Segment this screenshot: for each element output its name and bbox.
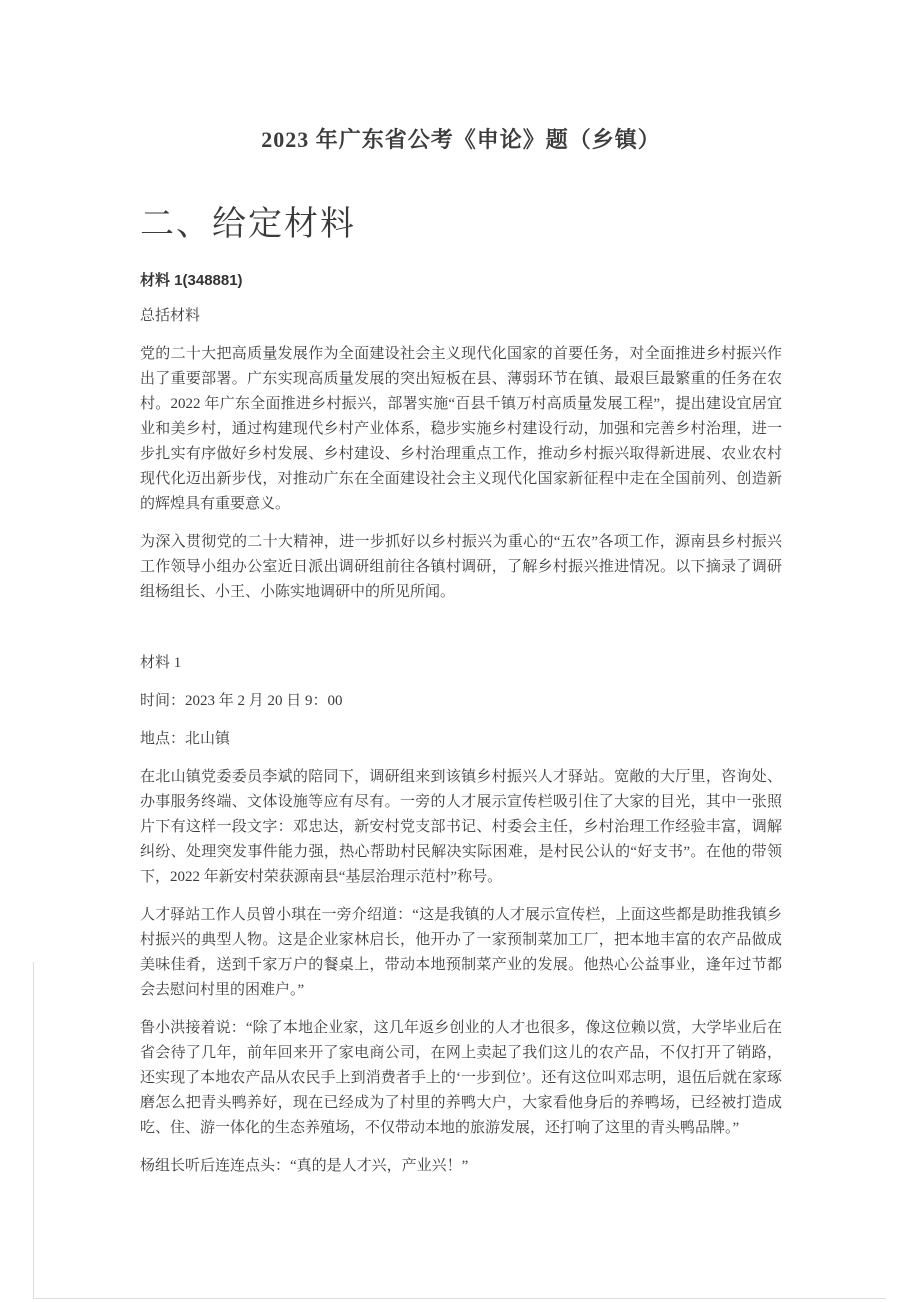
material-1-paragraph: 人才驿站工作人员曾小琪在一旁介绍道：“这是我镇的人才展示宣传栏，上面这些都是助推我镇乡村振兴的典型人物。这是企业家林启长，他开办了一家预制菜加工厂，把本地丰富的农产品做成美味佳肴，送到千家万户的餐桌上，带动本地预制菜产业的发展。他热心公益事业，逢年过节都会去慰问村里的困难户。” (140, 907, 782, 998)
overview-paragraph: 为深入贯彻党的二十大精神，进一步抓好以乡村振兴为重心的“五农”各项工作，源南县乡村振兴工作领导小组办公室近日派出调研组前往各镇村调研，了解乡村振兴推进情况。以下摘录了调研组杨组长、小王、小陈实地调研中的所见所闻。 (140, 534, 782, 600)
material-1-paragraph: 鲁小洪接着说：“除了本地企业家，这几年返乡创业的人才也很多，像这位赖以赏，大学毕业后在省会待了几年，前年回来开了家电商公司，在网上卖起了我们这儿的农产品，不仅打开了销路，还实现了本地农产品从农民手上到消费者手上的‘一步到位’。还有这位叫邓志明，退伍后就在家琢磨怎么把青头鸭养好，现在已经成为了村里的养鸭大户，大家看他身后的养鸭场，已经被打造成吃、住、游一体化的生态养殖场，不仅带动本地的旅游发展，还打响了这里的青头鸭品牌。” (140, 1020, 782, 1136)
overview-paragraph: 党的二十大把高质量发展作为全面建设社会主义现代化国家的首要任务，对全面推进乡村振兴作出了重要部署。广东实现高质量发展的突出短板在县、薄弱环节在镇、最艰巨最繁重的任务在农村。2022 年广东全面推进乡村振兴，部署实施“百县千镇万村高质量发展工程”，提出建设宜居宜业和美乡村，通过构建现代乡村产业体系，稳步实施乡村建设行动，加强和完善乡村治理，进一步扎实有序做好乡村发展、乡村建设、乡村治理重点工作，推动乡村振兴取得新进展、农业农村现代化迈出新步伐，对推动广东在全面建设社会主义现代化国家新征程中走在全国前列、创造新的辉煌具有重要意义。 (140, 346, 782, 512)
page-border-left (33, 962, 34, 1299)
material-1-paragraph: 在北山镇党委委员李斌的陪同下，调研组来到该镇乡村振兴人才驿站。宽敞的大厅里，咨询处、办事服务终端、文体设施等应有尽有。一旁的人才展示宣传栏吸引住了大家的目光，其中一张照片下有这样一段文字：邓忠达，新安村党支部书记、村委会主任，乡村治理工作经验丰富，调解纠纷、处理突发事件能力强，热心帮助村民解决实际困难，是村民公认的“好支书”。在他的带领下，2022 年新安村荣获源南县“基层治理示范村”称号。 (140, 769, 782, 885)
material-1-place-line: 地点：北山镇 (140, 731, 231, 747)
material-1-time-line: 时间：2023 年 2 月 20 日 9：00 (140, 693, 343, 709)
overview-material-label: 总括材料 (140, 308, 201, 324)
document-title: 2023 年广东省公考《申论》题（乡镇） (261, 127, 661, 152)
material-1-label: 材料 1 (140, 655, 182, 671)
material-reference-label: 材料 1(348881) (140, 272, 243, 289)
section-heading-given-materials: 二、给定材料 (140, 206, 356, 243)
page-border-bottom (33, 1298, 886, 1299)
document-page (140, 0, 782, 1192)
material-1-paragraph: 杨组长听后连连点头：“真的是人才兴，产业兴！” (140, 1158, 469, 1174)
